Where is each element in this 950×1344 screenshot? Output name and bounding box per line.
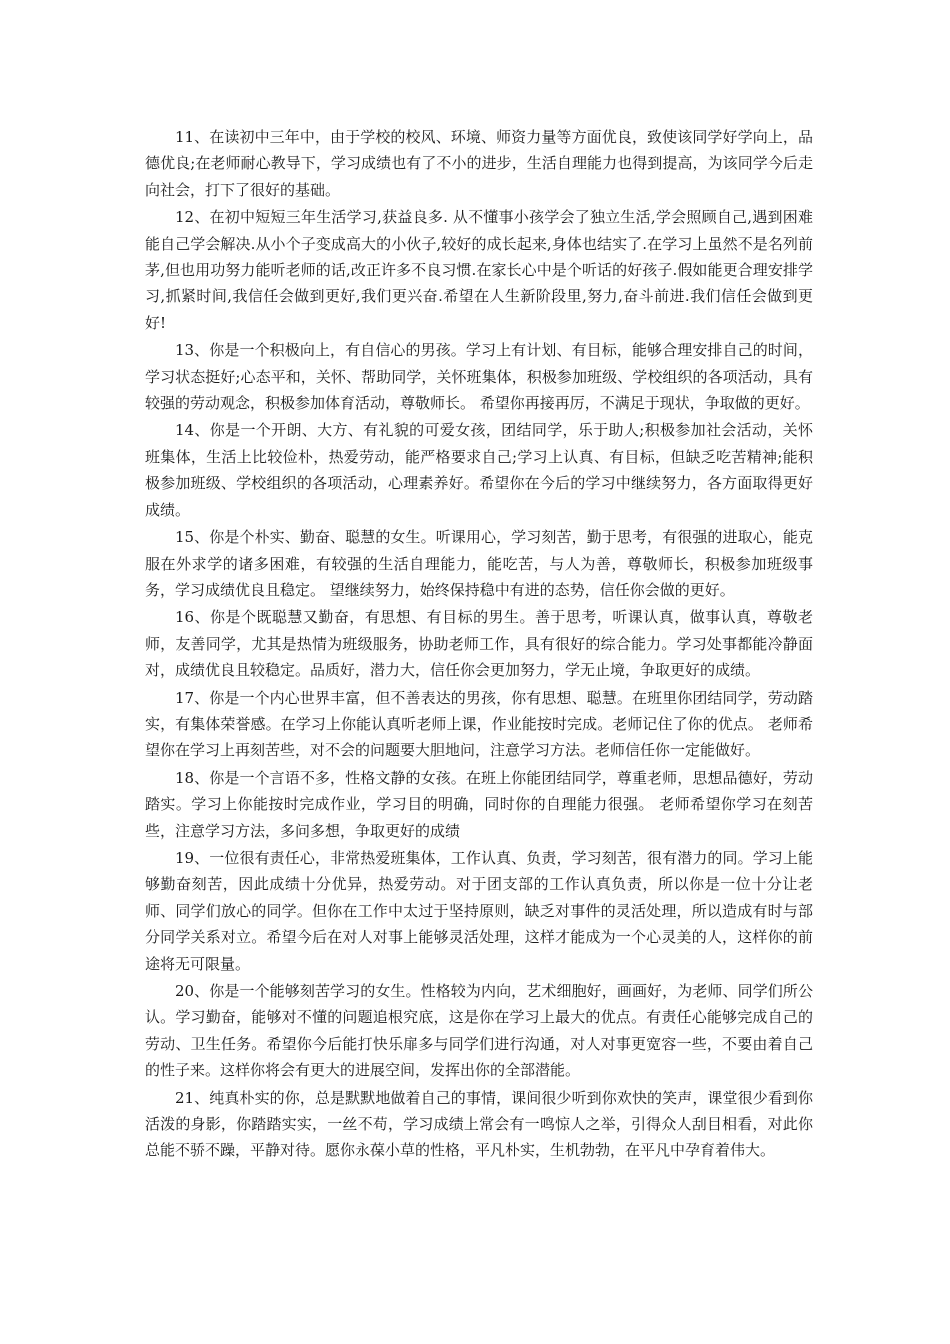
document-body — [145, 124, 813, 1165]
comment-paragraph-14: 14、你是一个开朗、大方、有礼貌的可爱女孩，团结同学，乐于助人;积极参加社会活动，关怀班集体，生活上比较俭朴，热爱劳动，能严格要求自己;学习上认真、有目标，但缺乏吃苦精神;能积极参加班级、学校组织的各项活动，心理素养好。希望你在今后的学习中继续努力，各方面取得更好成绩。 — [145, 421, 813, 519]
comment-paragraph-17: 17、你是一个内心世界丰富，但不善表达的男孩，你有思想、聪慧。在班里你团结同学，劳动踏实，有集体荣誉感。在学习上你能认真听老师上课，作业能按时完成。老师记住了你的优点。 老师希望你在学习上再刻苦些，对不会的问题要大胆地问，注意学习方法。老师信任你一定能做好。 — [145, 688, 813, 760]
comment-paragraph-11: 11、在读初中三年中，由于学校的校风、环境、师资力量等方面优良，致使该同学好学向上，品德优良;在老师耐心教导下，学习成绩也有了不小的进步，生活自理能力也得到提高，为该同学今后走向社会，打下了很好的基础。 — [145, 128, 813, 199]
comment-paragraph-21: 21、纯真朴实的你，总是默默地做着自己的事情，课间很少听到你欢快的笑声，课堂很少看到你活泼的身影，你踏踏实实，一丝不苟，学习成绩上常会有一鸣惊人之举，引得众人刮目相看，对此你总能不骄不躁，平静对待。愿你永葆小草的性格，平凡朴实，生机勃勃，在平凡中孕育着伟大。 — [145, 1088, 813, 1160]
comment-paragraph-19: 19、一位很有责任心，非常热爱班集体，工作认真、负责，学习刻苦，很有潜力的同。学习上能够勤奋刻苦，因此成绩十分优异，热爱劳动。对于团支部的工作认真负责，所以你是一位十分让老师、同学们放心的同学。但你在工作中太过于坚持原则，缺乏对事件的灵活处理，所以造成有时与部分同学关系对立。希望今后在对人对事上能够灵活处理，这样才能成为一个心灵美的人，这样你的前途将无可限量。 — [145, 848, 813, 973]
comment-paragraph-16: 16、你是个既聪慧又勤奋，有思想、有目标的男生。善于思考，听课认真，做事认真，尊敬老师，友善同学，尤其是热情为班级服务，协助老师工作，具有很好的综合能力。学习处事都能冷静面对，成绩优良且较稳定。品质好，潜力大，信任你会更加努力，学无止境，争取更好的成绩。 — [145, 608, 813, 680]
comment-paragraph-13: 13、你是一个积极向上，有自信心的男孩。学习上有计划、有目标，能够合理安排自己的时间，学习状态挺好;心态平和，关怀、帮助同学，关怀班集体，积极参加班级、学校组织的各项活动，具有较强的劳动观念，积极参加体育活动，尊敬师长。 希望你再接再厉，不满足于现状，争取做的更好。 — [145, 341, 813, 413]
comment-paragraph-20: 20、你是一个能够刻苦学习的女生。性格较为内向，艺术细胞好，画画好，为老师、同学们所公认。学习勤奋，能够对不懂的问题追根究底，这是你在学习上最大的优点。有责任心能够完成自己的劳动、卫生任务。希望你今后能打快乐扉多与同学们进行沟通，对人对事更宽容一些，不要由着自己的性子来。这样你将会有更大的进展空间，发挥出你的全部潜能。 — [145, 982, 813, 1080]
comment-paragraph-12: 12、在初中短短三年生活学习,获益良多. 从不懂事小孩学会了独立生活,学会照顾自己,遇到困难能自己学会解决.从小个子变成高大的小伙子,较好的成长起来,身体也结实了.在学习上虽然不是名列前茅,但也用功努力能听老师的话,改正许多不良习惯.在家长心中是个听话的好孩子.假如能更合理安排学习,抓紧时间,我信任会做到更好,我们更兴奋.希望在人生新阶段里,努力,奋斗前进.我们信任会做到更好! — [145, 208, 813, 332]
comment-paragraph-15: 15、你是个朴实、勤奋、聪慧的女生。听课用心，学习刻苦，勤于思考，有很强的进取心，能克服在外求学的诸多困难，有较强的生活自理能力，能吃苦，与人为善，尊敬师长，积极参加班级事务，学习成绩优良且稳定。 望继续努力，始终保持稳中有进的态势，信任你会做的更好。 — [145, 528, 813, 599]
comment-paragraph-18: 18、你是一个言语不多，性格文静的女孩。在班上你能团结同学，尊重老师，思想品德好，劳动踏实。学习上你能按时完成作业，学习目的明确，同时你的自理能力很强。 老师希望你学习在刻苦些，注意学习方法，多问多想，争取更好的成绩 — [145, 768, 813, 840]
